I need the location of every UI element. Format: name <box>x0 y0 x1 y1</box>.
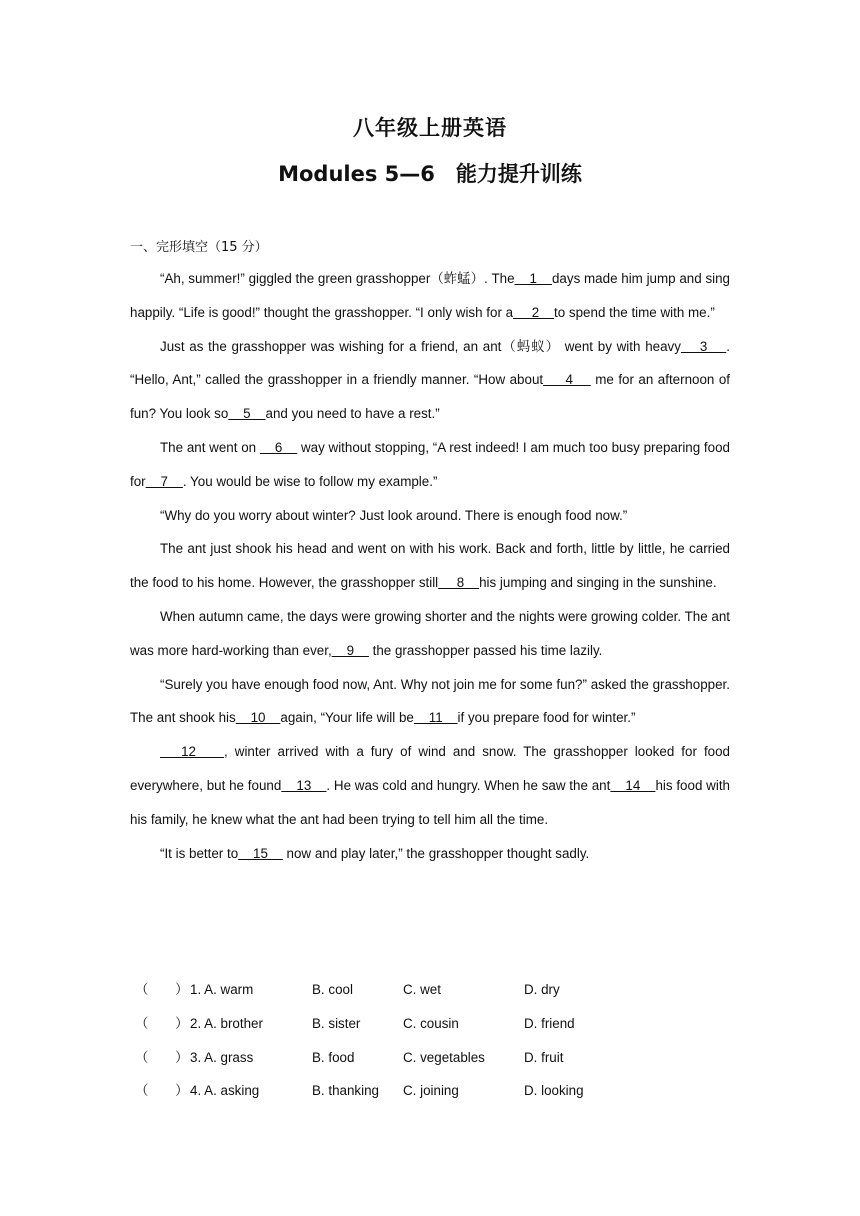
paragraph-text: “Why do you worry about winter? Just look around. There is enough food now.” <box>160 507 628 523</box>
option-d: D. dry <box>524 982 560 997</box>
option-row <box>135 1041 735 1075</box>
option-b: B. sister <box>312 1015 361 1031</box>
blank-10: 10 <box>235 710 281 726</box>
paragraph-text: way without stopping, “A rest indeed! I am much too busy preparing food for <box>130 439 730 489</box>
option-a: 2. A. brother <box>190 1015 263 1031</box>
paragraph-text: “Ah, summer!” giggled the green grasshopper（蚱蜢）. The <box>160 271 515 286</box>
option-row <box>135 1074 735 1108</box>
blank-15: 15 <box>238 845 283 861</box>
blank-6: 6 <box>259 439 298 455</box>
answer-options <box>135 973 735 1108</box>
paragraph-text: his food with his family, he knew what the ant had been trying to tell him all the time. <box>130 777 730 827</box>
blank-3: 3 <box>680 338 727 354</box>
answer-paren: （ ） <box>135 1083 189 1099</box>
paragraph-text: and you need to have a rest.” <box>265 406 440 422</box>
paragraph <box>130 330 730 431</box>
blank-2: 2 <box>513 304 555 320</box>
blank-5: 5 <box>228 406 266 422</box>
paragraph-text: , winter arrived with a fury of wind and snow. The grasshopper looked for food everywhere, but he found <box>130 744 731 793</box>
blank-9: 9 <box>331 642 369 658</box>
option-b: B. food <box>312 1049 355 1065</box>
paragraph-text: the grasshopper passed his time lazily. <box>368 642 603 658</box>
option-d: D. friend <box>524 1015 575 1031</box>
blank-12: 12 <box>160 744 225 760</box>
paragraph-text: me for an afternoon of fun? You look so <box>130 372 730 422</box>
option-b: B. thanking <box>312 1083 379 1099</box>
paragraph-text: When autumn came, the days were growing shorter and the nights were growing colder. The ant was more hard-working than ever, <box>130 608 730 658</box>
paragraph <box>130 431 730 499</box>
paragraph-text: his jumping and singing in the sunshine. <box>479 575 717 591</box>
paragraph <box>130 532 730 600</box>
paragraph <box>130 600 730 668</box>
option-row <box>135 973 735 1007</box>
paragraph <box>130 735 730 836</box>
paragraph-text: The ant just shook his head and went on with his work. Back and forth, little by little, he carried the food to his home. However, the grasshopper still <box>130 541 730 591</box>
paragraph-text: now and play later,” the grasshopper thought sadly. <box>282 845 590 861</box>
option-c: C. vegetables <box>403 1049 485 1065</box>
paragraph <box>130 262 730 330</box>
option-c: C. wet <box>403 982 441 997</box>
section-heading: 一、完形填空（15 分） <box>130 240 268 255</box>
answer-paren: （ ） <box>135 1049 189 1065</box>
paragraph-text: The ant went on <box>160 439 260 455</box>
blank-4: 4 <box>543 372 591 388</box>
option-a: 3. A. grass <box>190 1049 254 1065</box>
blank-14: 14 <box>610 777 656 793</box>
blank-7: 7 <box>145 473 183 489</box>
option-row <box>135 1007 735 1041</box>
option-d: D. looking <box>524 1083 584 1099</box>
paragraph <box>130 668 730 736</box>
option-b: B. cool <box>312 982 353 997</box>
paragraph-text: . “Hello, Ant,” called the grasshopper in a friendly manner. “How about <box>130 338 730 388</box>
paragraph <box>130 499 730 533</box>
blank-11: 11 <box>413 710 458 726</box>
blank-8: 8 <box>438 575 480 591</box>
blank-13: 13 <box>281 777 327 793</box>
paragraph-text: days made him jump and sing happily. “Life is good!” thought the grasshopper. “I only wish for a <box>130 271 731 320</box>
option-c: C. cousin <box>403 1015 459 1031</box>
answer-paren: （ ） <box>135 982 189 997</box>
paragraph-text: if you prepare food for winter.” <box>457 710 636 726</box>
paragraph-text: “It is better to <box>160 845 239 861</box>
answer-paren: （ ） <box>135 1015 189 1031</box>
paragraph-text: Just as the grasshopper was wishing for a friend, an ant（蚂蚁） went by with heavy <box>160 338 681 354</box>
paragraph-text: again, “Your life will be <box>280 710 414 726</box>
document-subtitle: Modules 5—6 能力提升训练 <box>278 162 582 186</box>
option-a: 1. A. warm <box>190 982 254 997</box>
option-c: C. joining <box>403 1083 459 1099</box>
option-a: 4. A. asking <box>190 1083 260 1099</box>
cloze-passage <box>130 262 730 870</box>
document-title: 八年级上册英语 <box>353 116 507 140</box>
paragraph-text: “Surely you have enough food now, Ant. Why not join me for some fun?” asked the grasshopper. The ant shook his <box>130 676 730 726</box>
paragraph-text: . He was cold and hungry. When he saw the ant <box>326 777 611 793</box>
paragraph-text: to spend the time with me.” <box>554 304 715 320</box>
option-d: D. fruit <box>524 1049 564 1065</box>
blank-1: 1 <box>514 271 552 286</box>
paragraph-text: . You would be wise to follow my example.” <box>182 473 438 489</box>
paragraph <box>130 837 730 871</box>
